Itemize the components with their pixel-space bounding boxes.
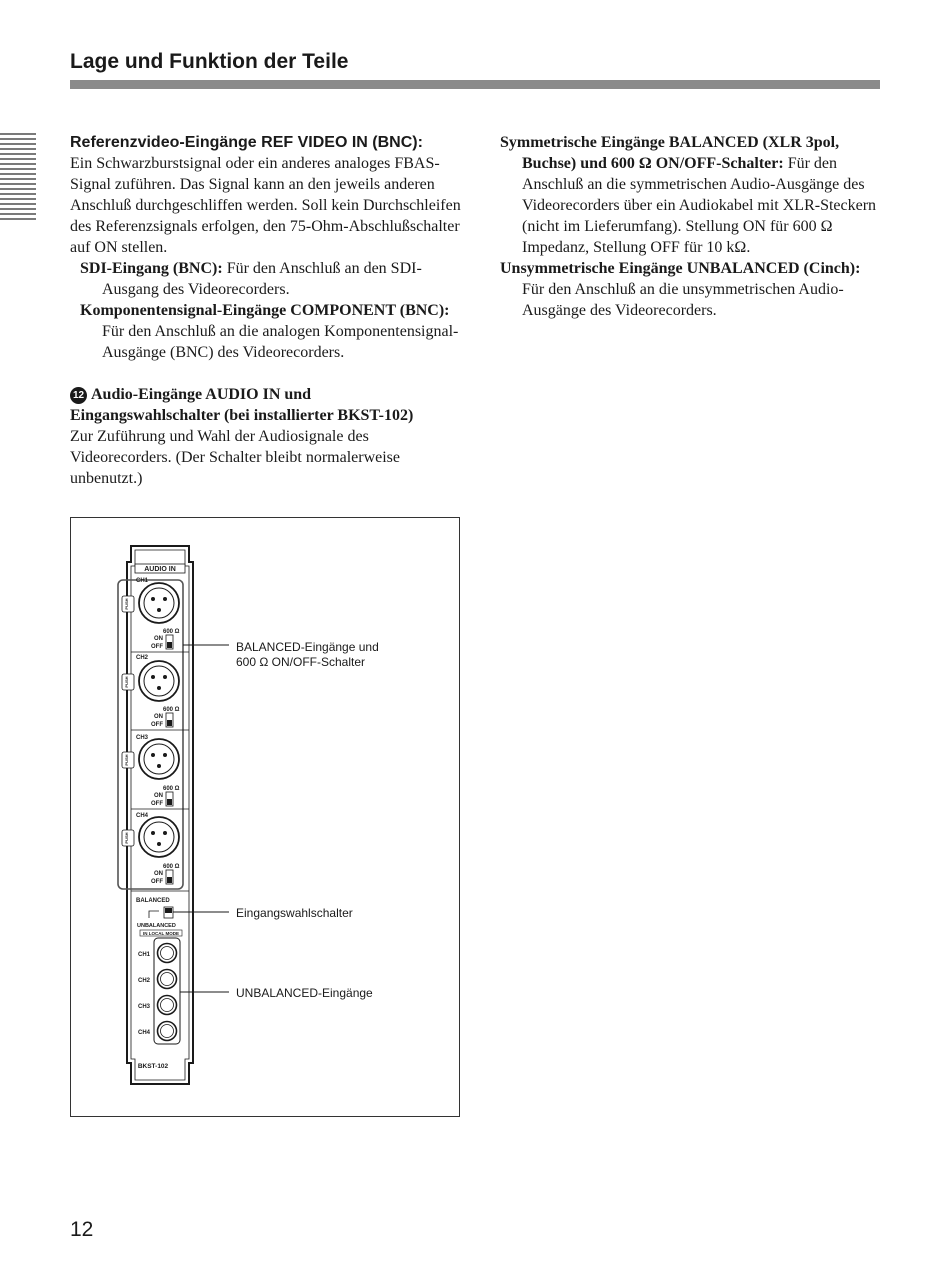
component-paragraph — [80, 300, 462, 363]
right-column — [500, 132, 885, 321]
rca-ch2-label: CH2 — [138, 978, 151, 984]
balanced-paragraph — [500, 132, 885, 258]
ohm-label: 600 Ω — [163, 629, 180, 635]
ch4-label: CH4 — [136, 813, 149, 819]
audio-in-title: AUDIO IN — [144, 566, 176, 573]
left-column — [70, 132, 462, 489]
audio-heading — [70, 384, 462, 426]
callout-unbalanced: UNBALANCED-Eingänge — [236, 986, 373, 1000]
local-mode-label: IN LOCAL MODE — [143, 931, 179, 936]
model-label: BKST-102 — [137, 1063, 169, 1070]
rca-ch4-label: CH4 — [138, 1030, 151, 1036]
push-label: PUSH — [124, 754, 129, 766]
sdi-text: Für den Anschluß an den SDI-Ausgang des Videorecorders. — [102, 260, 422, 298]
on-label: ON — [154, 714, 163, 720]
ohm-label: 600 Ω — [163, 864, 180, 870]
off-label: OFF — [151, 879, 163, 885]
callout-balanced-line2: 600 Ω ON/OFF-Schalter — [236, 655, 366, 669]
push-label: PUSH — [124, 598, 129, 610]
balanced-label: Symmetrische Eingänge BALANCED (XLR 3pol, Buchse) und 600 Ω ON/OFF-Schalter: — [500, 134, 840, 172]
unbalanced-text: Für den Anschluß an die unsymmetrischen Audio-Ausgänge des Videorecorders. — [522, 281, 844, 319]
balanced-text: Für den Anschluß an die symmetrischen Audio-Ausgänge des Videorecorders über ein Audiokabel mit XLR-Steckern (nicht im Lieferumfang). Stellung ON für 600 Ω Impedanz, Stellung OFF für 10 kΩ. — [522, 155, 877, 256]
ohm-label: 600 Ω — [163, 786, 180, 792]
component-text: Für den Anschluß an die analogen Komponentensignal-Ausgänge (BNC) des Videorecorders. — [102, 323, 459, 361]
unbalanced-paragraph — [500, 258, 885, 321]
push-label: PUSH — [124, 832, 129, 844]
page-number: 12 — [70, 1218, 94, 1241]
unbalanced-switch-label: UNBALANCED — [137, 923, 176, 929]
page-title: Lage und Funktion der Teile — [70, 50, 349, 73]
on-label: ON — [154, 871, 163, 877]
on-label: ON — [154, 636, 163, 642]
audio-text: Zur Zuführung und Wahl der Audiosignale des Videorecorders. (Der Schalter bleibt normalerweise unbenutzt.) — [70, 428, 401, 487]
callout-switch: Eingangswahlschalter — [236, 906, 353, 920]
section-tab-marker — [0, 133, 36, 223]
audio-panel-figure — [70, 517, 460, 1117]
audio-panel-diagram — [71, 518, 459, 1116]
ohm-label: 600 Ω — [163, 707, 180, 713]
sdi-paragraph — [80, 258, 462, 300]
title-rule — [70, 80, 880, 89]
component-label: Komponentensignal-Eingänge COMPONENT (BNC): — [80, 302, 450, 319]
balanced-switch-label: BALANCED — [136, 898, 170, 904]
item-number-badge: 12 — [70, 387, 87, 404]
push-label: PUSH — [124, 676, 129, 688]
rca-ch3-label: CH3 — [138, 1004, 151, 1010]
off-label: OFF — [151, 801, 163, 807]
off-label: OFF — [151, 644, 163, 650]
on-label: ON — [154, 793, 163, 799]
callout-balanced-line1: BALANCED-Eingänge und — [236, 640, 379, 654]
rca-ch1-label: CH1 — [138, 952, 151, 958]
sdi-label: SDI-Eingang (BNC): — [80, 260, 223, 277]
audio-heading-text: Audio-Eingänge AUDIO IN und Eingangswahlschalter (bei installierter BKST-102) — [70, 386, 414, 424]
unbalanced-label: Unsymmetrische Eingänge UNBALANCED (Cinch): — [500, 260, 861, 277]
ch1-label: CH1 — [136, 578, 149, 584]
ref-video-heading: Referenzvideo-Eingänge REF VIDEO IN (BNC): — [70, 134, 423, 151]
ch3-label: CH3 — [136, 735, 149, 741]
off-label: OFF — [151, 722, 163, 728]
ch2-label: CH2 — [136, 655, 149, 661]
ref-video-text: Ein Schwarzburstsignal oder ein anderes analoges FBAS-Signal zuführen. Das Signal kann an den jeweils anderen Anschluß durchgeschliffen werden. Soll kein Durchschleifen des Referenzsignals erfolgen, den 75-Ohm-Abschlußschalter auf ON stellen. — [70, 155, 461, 256]
